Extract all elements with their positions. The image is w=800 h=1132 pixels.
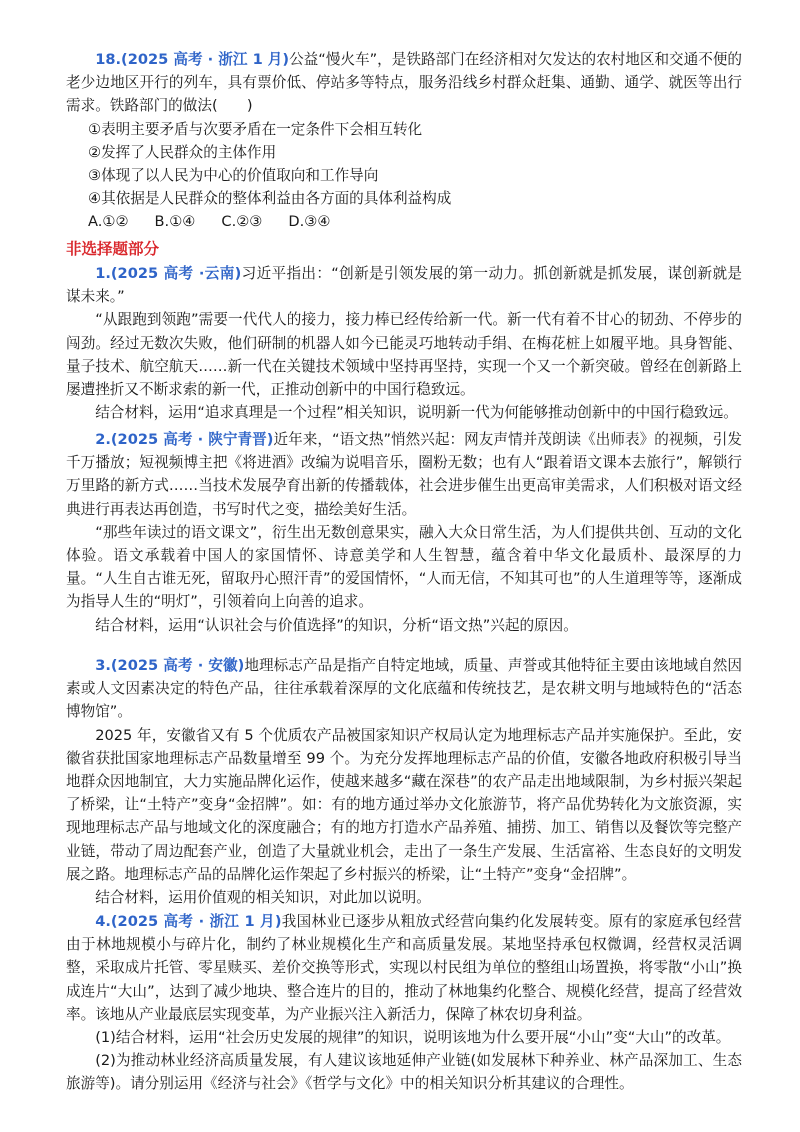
question-2-paragraph-2: “那些年读过的语文课文”，衍生出无数创意果实，融入大众日常生活，为人们提供共创、互动的文化体验。语文承载着中国人的家国情怀、诗意美学和人生智慧，蕴含着中华文化最质朴、最深厚的力量。“人生自古谁无死，留取丹心照汗青”的爱国情怀，“人而无信，不知其可也”的人生道理等等，逐渐成为指导人生的“明灯”，引领着向上向善的追求。 <box>66 523 742 611</box>
question-source: (2025 高考 · 陕宁青晋) <box>110 431 274 448</box>
paragraph-text: 近年来，“语文热”悄然兴起：网友声情并茂朗读《出师表》的视频，引发千万播放；短视频博主把《将进酒》改编为说唱音乐，圈粉无数；也有人“跟着语文课本去旅行”，解锁行万里路的新方式……当技术发展孕育出新的传播载体，社会进步催生出更高审美需求，人们积极对语文经典进行再表达再创造，书写时代之变，描绘美好生活。 <box>66 431 742 518</box>
question-number: 3. <box>95 657 111 674</box>
question-source: (2025 高考 · 浙江 1 月) <box>121 51 290 68</box>
question-4-subquestion-1: (1)结合材料，运用“社会历史发展的规律”的知识，说明该地为什么要开展“小山”变“大山”的改革。 <box>95 1029 731 1047</box>
option-1: ①表明主要矛盾与次要矛盾在一定条件下会相互转化 <box>88 120 423 138</box>
choice-c: C.②③ <box>221 213 263 231</box>
question-1 <box>66 262 742 424</box>
question-1-paragraph-1 <box>66 262 742 308</box>
question-number: 1. <box>95 265 111 282</box>
paragraph-text: 地理标志产品是指产自特定地域，质量、声誉或其他特征主要由该地域自然因素或人文因素决定的特色产品，往往承载着深厚的文化底蕴和传统技艺，是农耕文明与地域特色的“活态博物馆”。 <box>66 657 742 721</box>
question-3-paragraph-1 <box>66 654 742 724</box>
option-3: ③体现了以人民为中心的价值取向和工作导向 <box>88 167 379 185</box>
question-1-prompt: 结合材料，运用“追求真理是一个过程”相关知识，说明新一代为何能够推动创新中的中国行稳致远。 <box>95 404 738 422</box>
question-2 <box>66 428 742 637</box>
paragraph-text: 我国林业已逐步从粗放式经营向集约化发展转变。原有的家庭承包经营由于林地规模小与碎片化，制约了林业规模化生产和高质量发展。某地坚持承包权微调，经营权灵活调整，采取成片托管、零星赎买、差价交换等形式，实现以村民组为单位的整组山场置换，将零散“小山”换成连片“大山”，达到了减少地块、整合连片的目的，推动了林地集约化整合、规模化经营，提高了经营效率。该地从产业最底层实现变革，为产业振兴注入新活力，保障了林农切身利益。 <box>66 913 742 1023</box>
question-2-prompt: 结合材料，运用“认识社会与价值选择”的知识，分析“语文热”兴起的原因。 <box>95 616 578 634</box>
answer-choices <box>66 210 742 233</box>
question-4 <box>66 910 742 1096</box>
option-4: ④其依据是人民群众的整体利益由各方面的具体利益构成 <box>88 190 452 208</box>
choice-d: D.③④ <box>288 213 331 231</box>
question-1-paragraph-2: “从跟跑到领跑”需要一代代人的接力，接力棒已经传给新一代。新一代有着不甘心的韧劲、不停步的闯劲。经过无数次失败，他们研制的机器人如今已能灵巧地转动手绢、在梅花桩上如履平地。具身智能、量子技术、航空航天……新一代在关键技术领域中坚持再坚持，实现一个又一个新突破。曾经在创新路上屡遭挫折又不断求索的新一代，正推动创新中的中国行稳致远。 <box>66 311 742 399</box>
choice-a: A.①② <box>88 213 129 231</box>
question-3-prompt: 结合材料，运用价值观的相关知识，对此加以说明。 <box>95 889 431 907</box>
question-4-paragraph-1 <box>66 910 742 1026</box>
question-number: 2. <box>95 431 111 448</box>
question-number: 18. <box>95 51 122 68</box>
paragraph-text: 习近平指出：“创新是引领发展的第一动力。抓创新就是抓发展，谋创新就是谋未来。” <box>66 265 742 306</box>
question-3-paragraph-2: 2025 年，安徽省又有 5 个优质农产品被国家知识产权局认定为地理标志产品并实施保护。至此，安徽省获批国家地理标志产品数量增至 99 个。为充分发挥地理标志产品的价值，安徽各地政府积极引导当地群众因地制宜，大力实施品牌化运作，使越来越多“藏在深巷”的农产品走出地域限制，为乡村振兴架起了桥梁，让“土特产”变身“金招牌”。如：有的地方通过举办文化旅游节，将产品优势转化为文旅资源，实现地理标志产品与地域文化的深度融合；有的地方打造水产品养殖、捕捞、加工、销售以及餐饮等完整产业链，带动了周边配套产业，创造了大量就业机会，走出了一条生产发展、生活富裕、生态良好的文明发展之路。地理标志产品的品牌化运作架起了乡村振兴的桥梁，让“土特产”变身“金招牌”。 <box>66 726 742 883</box>
question-4-subquestion-2: (2)为推动林业经济高质量发展，有人建议该地延伸产业链(如发展林下种养业、林产品深加工、生态旅游等)。请分别运用《经济与社会》《哲学与文化》中的相关知识分析其建议的合理性。 <box>66 1052 742 1093</box>
question-18-stem-paragraph <box>66 48 742 118</box>
question-3 <box>66 654 742 909</box>
question-18 <box>66 48 742 234</box>
question-stem: 公益“慢火车”，是铁路部门在经济相对欠发达的农村地区和交通不便的老少边地区开行的列车，具有票价低、停站多等特点，服务沿线乡村群众赶集、通勤、通学、就医等出行需求。铁路部门的做法( ) <box>66 51 743 115</box>
question-source: (2025 高考 · 浙江 1 月) <box>110 913 282 930</box>
question-source: (2025 高考 · 安徽) <box>110 657 245 674</box>
question-source: (2025 高考 ·云南) <box>110 265 242 282</box>
question-number: 4. <box>95 913 111 930</box>
question-2-paragraph-1 <box>66 428 742 521</box>
choice-b: B.①④ <box>154 213 196 231</box>
option-2: ②发挥了人民群众的主体作用 <box>88 143 277 161</box>
section-title: 非选择题部分 <box>66 240 160 258</box>
